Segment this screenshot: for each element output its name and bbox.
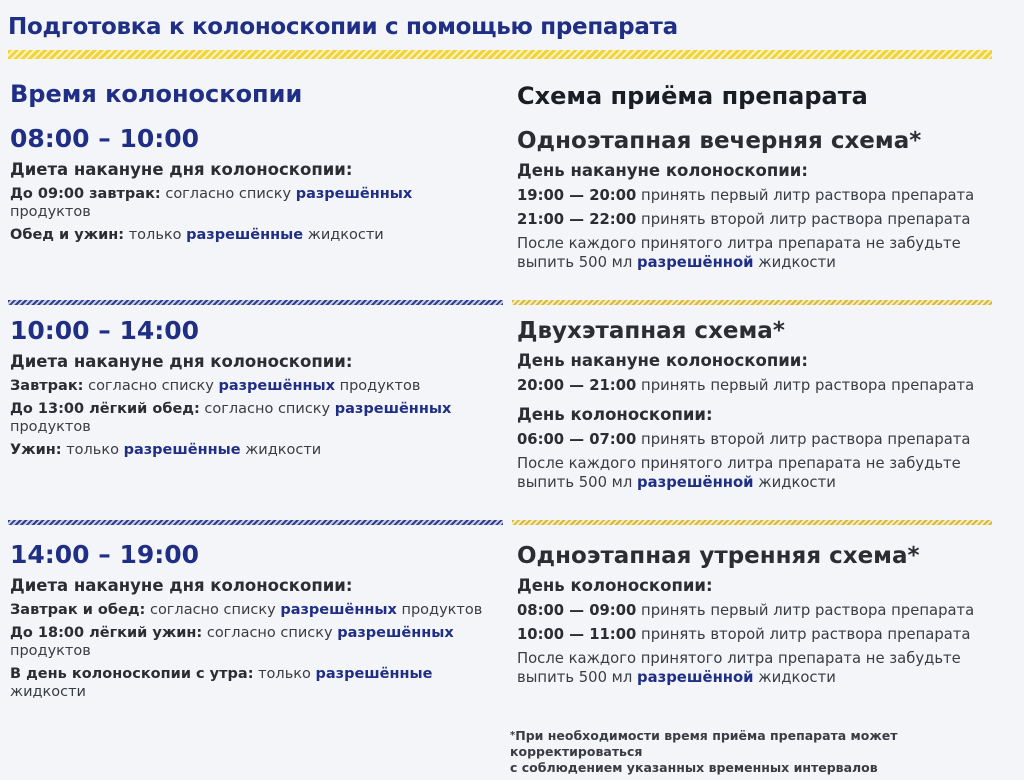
time-slot-title: 08:00 – 10:00 <box>10 124 200 153</box>
diet-item: До 09:00 завтрак: согласно списку разрешённых продуктов <box>10 186 413 220</box>
time-slot-block <box>10 540 495 706</box>
note-line: После каждого принятого литра препарата не забудьте <box>517 235 961 252</box>
diet-item: До 13:00 лёгкий обед: согласно списку разрешённых продуктов <box>10 401 452 435</box>
intake-step: 08:00 — 09:00 принять первый литр раствора препарата <box>517 602 975 619</box>
time-slot-block <box>10 124 495 249</box>
scheme-title: Двухэтапная схема* <box>517 318 785 344</box>
diet-item: В день колоноскопии с утра: только разрешённые жидкости <box>10 666 433 700</box>
left-column-header: Время колоноскопии <box>10 80 303 108</box>
intake-step: 20:00 — 21:00 принять первый литр раствора препарата <box>517 377 975 394</box>
day-label: День колоноскопии: <box>517 405 713 424</box>
day-label: День накануне колоноскопии: <box>517 351 808 370</box>
scheme-title: Одноэтапная вечерняя схема* <box>517 128 922 154</box>
page-title: Подготовка к колоноскопии с помощью препарата <box>8 14 678 40</box>
note-line: выпить 500 мл разрешённой жидкости <box>517 254 836 271</box>
diet-item: Обед и ужин: только разрешённые жидкости <box>10 227 384 243</box>
scheme-block <box>517 318 1007 497</box>
footnote-mark: * <box>510 730 516 741</box>
section-divider <box>512 520 992 525</box>
right-column-header: Схема приёма препарата <box>517 82 868 110</box>
section-divider <box>512 300 992 305</box>
footnote-line: с соблюдением указанных временных интервалов <box>510 760 878 775</box>
diet-title: Диета накануне дня колоноскопии: <box>10 576 353 595</box>
note-line: выпить 500 мл разрешённой жидкости <box>517 669 836 686</box>
section-divider <box>8 520 503 525</box>
section-divider <box>8 300 503 305</box>
diet-item: Завтрак: согласно списку разрешённых продуктов <box>10 378 421 394</box>
diet-title: Диета накануне дня колоноскопии: <box>10 160 353 179</box>
diet-item: До 18:00 лёгкий ужин: согласно списку разрешённых продуктов <box>10 625 454 659</box>
intake-step: 19:00 — 20:00 принять первый литр раствора препарата <box>517 187 975 204</box>
time-slot-title: 14:00 – 19:00 <box>10 540 200 569</box>
time-slot-block <box>10 316 495 464</box>
scheme-block <box>517 128 1007 277</box>
footnote <box>510 728 980 776</box>
scheme-block <box>517 543 1007 692</box>
footnote-line: При необходимости время приёма препарата может корректироваться <box>510 728 898 759</box>
title-divider <box>8 50 992 59</box>
scheme-title: Одноэтапная утренняя схема* <box>517 543 920 569</box>
intake-step: 06:00 — 07:00 принять второй литр раствора препарата <box>517 431 971 448</box>
note-line: выпить 500 мл разрешённой жидкости <box>517 474 836 491</box>
diet-title: Диета накануне дня колоноскопии: <box>10 352 353 371</box>
intake-step: 21:00 — 22:00 принять второй литр раствора препарата <box>517 211 971 228</box>
diet-item: Завтрак и обед: согласно списку разрешённых продуктов <box>10 602 483 618</box>
day-label: День накануне колоноскопии: <box>517 161 808 180</box>
note-line: После каждого принятого литра препарата не забудьте <box>517 650 961 667</box>
diet-item: Ужин: только разрешённые жидкости <box>10 442 322 458</box>
day-label: День колоноскопии: <box>517 576 713 595</box>
note-line: После каждого принятого литра препарата не забудьте <box>517 455 961 472</box>
time-slot-title: 10:00 – 14:00 <box>10 316 200 345</box>
intake-step: 10:00 — 11:00 принять второй литр раствора препарата <box>517 626 971 643</box>
